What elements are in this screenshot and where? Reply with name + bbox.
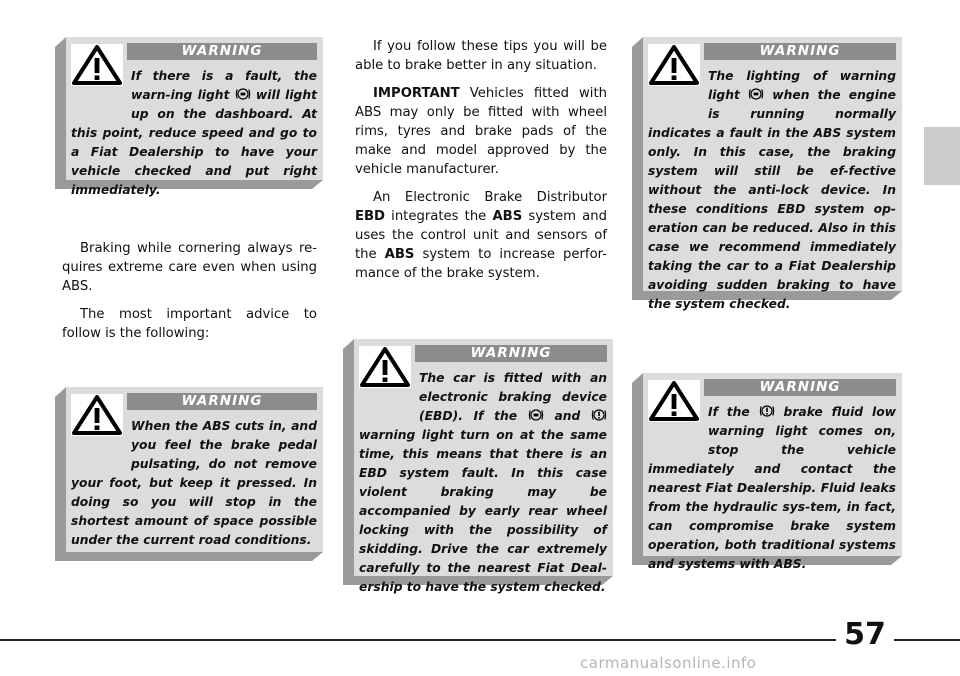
brake-warning-light-icon <box>591 408 607 422</box>
warning-heading: WARNING <box>415 345 607 362</box>
warning-text: When the ABS cuts in, and you feel the brake pedal pulsating, do not remove your foot, but keep it pressed. In doing so you will stop in the shortest amount of space possible under the current road conditions. <box>71 419 317 547</box>
brake-warning-light-icon <box>759 404 775 418</box>
abs-warning-light-icon <box>528 408 544 422</box>
paragraph: An Electronic Brake Distributor EBD integrates the ABS system and uses the control unit and sensors of the ABS system to increase perfor-mance of the brake system. <box>355 190 607 281</box>
warning-box-abs-fault <box>55 37 323 197</box>
warning-text: The car is fitted with an electronic braking device (EBD). If the and warning light turn on at the same time, this means that there is an EBD system fault. In this case violent braking may be accompanied by early rear wheel locking with the possibility of skidding. Drive the car extremely carefully to the nearest Fiat Deal-ership to have the system checked. <box>359 371 607 594</box>
abs-warning-light-icon <box>748 87 764 101</box>
warning-box-ebd <box>343 339 613 594</box>
warning-text: If there is a fault, the warn-ing light will light up on the dashboard. At this point, reduce speed and go to a Fiat Dealership to have your vehicle checked and put right immediately. <box>71 69 317 197</box>
warning-box-brake-fluid <box>632 373 902 571</box>
paragraph: Braking while cornering always re-quires extreme care even when using ABS. <box>62 241 317 294</box>
abs-warning-light-icon <box>235 87 251 101</box>
warning-box-abs-pedal <box>55 387 323 561</box>
footer-rule <box>0 639 960 641</box>
middle-column-text <box>355 37 607 292</box>
warning-heading: WARNING <box>127 43 317 60</box>
warning-text: The lighting of warning light when the engine is running normally indicates a fault in the ABS system only. In this case, the braking system will still be ef-fective without the anti-lock device. In these conditions EBD system op-eration can be reduced. Also in this case we recommend immediately taking the car to a Fiat Dealership avoiding sudden braking to have the system checked. <box>648 69 897 311</box>
page-number: 57 <box>836 614 894 656</box>
left-column-text <box>62 239 317 352</box>
warning-box-abs-light <box>632 37 902 311</box>
section-tab <box>924 127 960 185</box>
paragraph: If you follow these tips you will be able to brake better in any situation. <box>355 39 607 73</box>
watermark: carmanualsonline.info <box>580 654 757 672</box>
warning-heading: WARNING <box>704 379 896 396</box>
paragraph: The most important advice to follow is the following: <box>62 307 317 341</box>
warning-heading: WARNING <box>127 393 317 410</box>
paragraph: IMPORTANT Vehicles fitted with ABS may only be fitted with wheel rims, tyres and brake pads of the make and model approved by the vehicle manufacturer. <box>355 86 607 177</box>
warning-text: If the brake fluid low warning light comes on, stop the vehicle immediately and contact the nearest Fiat Dealership. Fluid leaks from the hydraulic sys-tem, in fact, can compromise brake system operation, both traditional systems and systems with ABS. <box>648 405 896 571</box>
warning-heading: WARNING <box>704 43 896 60</box>
